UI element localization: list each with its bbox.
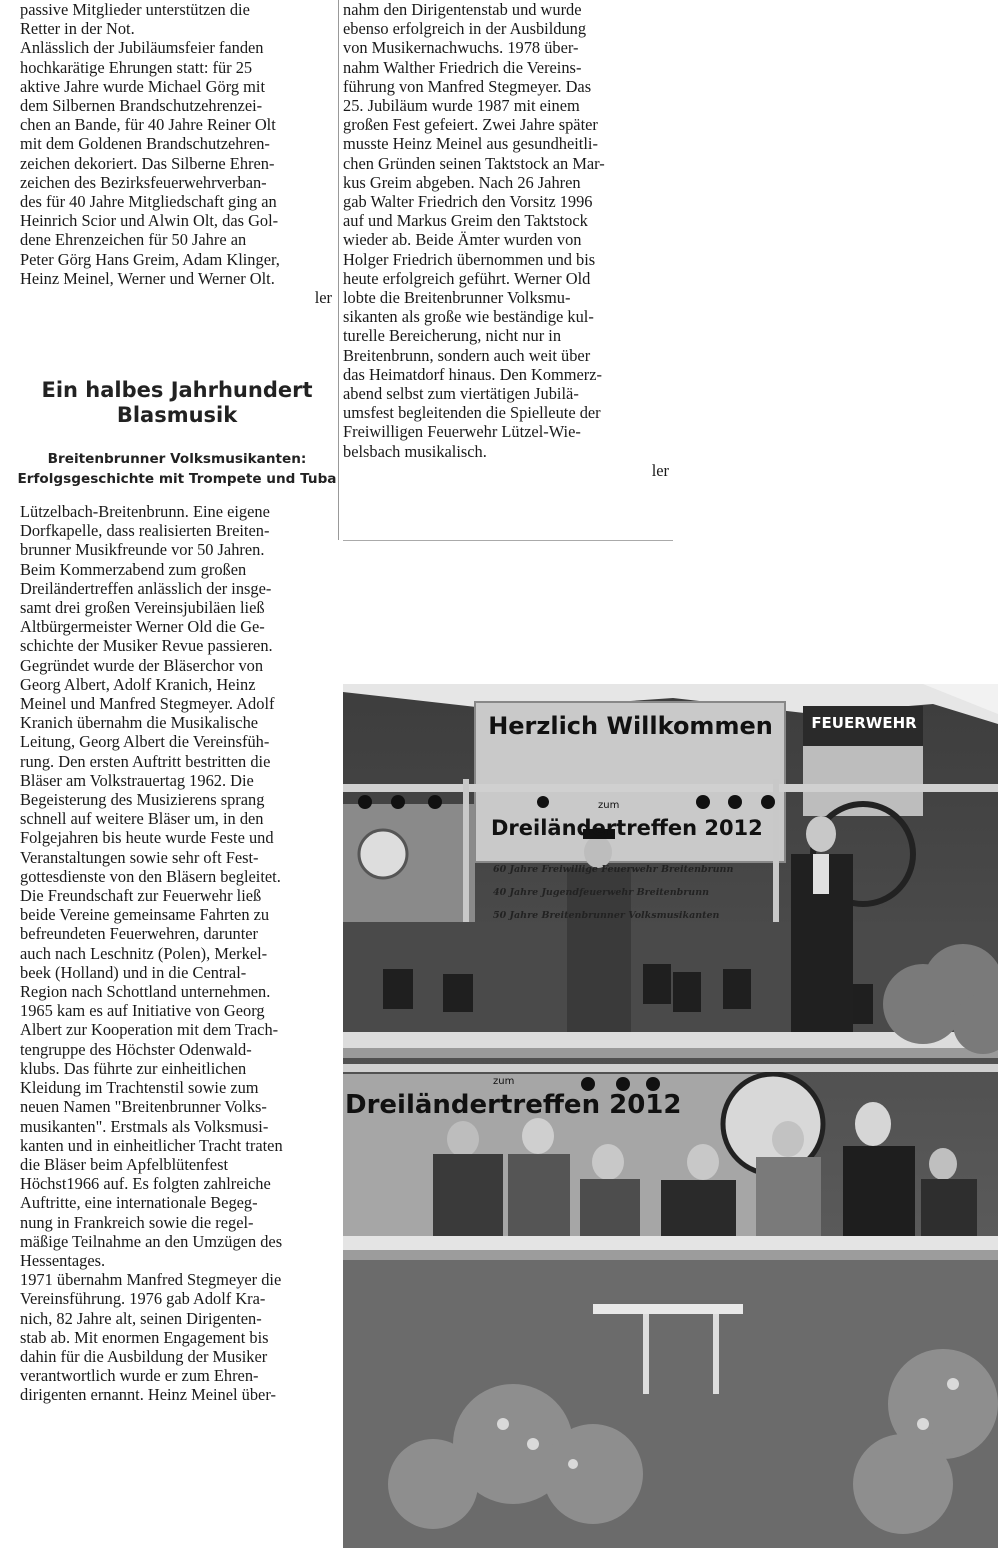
text-line: mit dem Goldenen Brandschutzehren- <box>20 134 270 154</box>
text-line: abend selbst zum viertätigen Jubilä- <box>343 384 579 404</box>
text-line: 25. Jubiläum wurde 1987 mit einem <box>343 96 580 116</box>
text-line: dem Silbernen Brandschutzehrenzei- <box>20 96 263 116</box>
text-line: schichte der Musiker Revue passieren. <box>20 636 273 656</box>
text-line: brunner Musikfreunde vor 50 Jahren. <box>20 540 265 560</box>
text-line: Vereinsführung. 1976 gab Adolf Kra- <box>20 1289 266 1309</box>
banner-subline-1: 60 Jahre Freiwillige Feuerwehr Breitenbrunn <box>493 864 734 875</box>
text-line: ebenso erfolgreich in der Ausbildung <box>343 19 587 39</box>
text-line: schnell auf weitere Bläser um, in den <box>20 809 264 829</box>
text-line: Lützelbach-Breitenbrunn. Eine eigene <box>20 502 270 521</box>
text-line: beek (Holland) und in die Central- <box>20 962 247 982</box>
banner-subline-2: 40 Jahre Jugendfeuerwehr Breitenbrunn <box>493 887 710 898</box>
text-line: wieder ab. Beide Ämter wurden von <box>343 230 582 250</box>
headline-line-2: Blasmusik <box>116 403 238 427</box>
column-end-rule <box>343 540 673 541</box>
banner-subline-3: 50 Jahre Breitenbrunner Volksmusikanten <box>493 910 720 921</box>
author-signature: ler <box>651 460 669 480</box>
text-line: Freiwilligen Feuerwehr Lützel-Wie- <box>343 422 581 442</box>
text-line: kanten und in einheitlicher Tracht traten <box>20 1135 283 1155</box>
text-line: musikanten". Erstmals als Volksmusi- <box>20 1116 269 1136</box>
text-line: klubs. Das führte zur einheitlichen <box>20 1058 247 1078</box>
text-line: gottesdienste von den Bläsern begleitet. <box>20 866 281 886</box>
text-line: Albert zur Kooperation mit dem Trach- <box>20 1020 279 1040</box>
text-line: Heinz Meinel, Werner und Werner Olt. <box>20 268 275 288</box>
text-line: belsbach musikalisch. <box>343 441 487 461</box>
text-line: Begeisterung des Musizierens sprang <box>20 790 265 810</box>
text-line: Leitung, Georg Albert die Vereinsfüh- <box>20 732 270 752</box>
text-line: Folgejahren bis heute wurde Feste und <box>20 828 274 848</box>
text-line: heute erfolgreich geführt. Werner Old <box>343 268 591 288</box>
text-line: umsfest begleitenden die Spielleute der <box>343 403 601 423</box>
subheadline-line-1: Breitenbrunner Volksmusikanten: <box>47 451 307 467</box>
banner-lower-zum-text: zum <box>493 1076 515 1087</box>
text-line: neuen Namen "Breitenbrunner Volks- <box>20 1097 267 1117</box>
text-line: beide Vereine gemeinsame Fahrten zu <box>20 905 270 925</box>
text-line: dirigenten ernannt. Heinz Meinel über- <box>20 1385 276 1405</box>
text-line: Die Freundschaft zur Feuerwehr ließ <box>20 886 262 906</box>
banner-feuerwehr-text: FEUERWEHR <box>811 714 917 732</box>
text-line: chen Gründen seinen Taktstock an Mar- <box>343 153 605 173</box>
text-line: von Musikernachwuchs. 1978 über- <box>343 38 579 58</box>
article-headline <box>14 378 340 428</box>
text-line: des für 40 Jahre Mitgliedschaft ging an <box>20 192 277 212</box>
previous-article-text <box>20 0 332 307</box>
text-line: befreundeten Feuerwehren, darunter <box>20 924 259 944</box>
text-line: lobte die Breitenbrunner Volksmu- <box>343 288 571 308</box>
text-line: auf und Markus Greim den Taktstock <box>343 211 588 231</box>
text-line: zeichen des Bezirksfeuerwehrverban- <box>20 172 267 192</box>
text-line: Höchst1966 auf. Es folgten zahlreiche <box>20 1174 271 1194</box>
text-line: Hessentages. <box>20 1250 106 1270</box>
text-line: Beim Kommerzabend zum großen <box>20 559 247 579</box>
text-line: dene Ehrenzeichen für 50 Jahre an <box>20 230 247 250</box>
text-line: passive Mitglieder unterstützen die <box>20 0 250 19</box>
text-line: Auftritte, eine internationale Begeg- <box>20 1193 258 1213</box>
text-line: gab Walter Friedrich den Vorsitz 1996 <box>343 192 593 212</box>
subheadline-line-2: Erfolgsgeschichte mit Trompete und Tuba <box>17 471 337 487</box>
article-photo <box>343 684 998 1548</box>
article-body-column-1 <box>20 502 332 1405</box>
text-line: Dorfkapelle, dass realisierten Breiten- <box>20 521 270 541</box>
text-line: führung von Manfred Stegmeyer. Das <box>343 76 592 96</box>
text-line: musste Heinz Meinel aus gesundheitli- <box>343 134 598 154</box>
article-subheadline <box>14 449 340 489</box>
text-line: die Bläser beim Apfelblütenfest <box>20 1154 229 1174</box>
text-line: samt drei großen Vereinsjubiläen ließ <box>20 598 265 618</box>
text-line: großen Fest gefeiert. Zwei Jahre später <box>343 115 598 135</box>
text-line: Holger Friedrich übernommen und bis <box>343 249 596 269</box>
text-line: Anlässlich der Jubiläumsfeier fanden <box>20 38 264 58</box>
text-line: das Heimatdorf hinaus. Den Kommerz- <box>343 364 602 384</box>
text-line: Bläser am Volkstrauertag 1962. Die <box>20 770 254 790</box>
text-line: tengruppe des Höchster Odenwald- <box>20 1039 252 1059</box>
text-line: kus Greim abgeben. Nach 26 Jahren <box>343 172 581 192</box>
text-line: Heinrich Scior und Alwin Olt, das Gol- <box>20 211 279 231</box>
text-line: rung. Den ersten Auftritt bestritten die <box>20 751 271 771</box>
text-line: Georg Albert, Adolf Kranich, Heinz <box>20 674 256 694</box>
author-signature: ler <box>314 288 332 308</box>
text-line: Dreiländertreffen anlässlich der insge- <box>20 578 272 598</box>
banner-zum-text: zum <box>598 800 620 811</box>
text-line: Breitenbrunn, sondern auch weit über <box>343 345 591 365</box>
text-line: verantwortlich wurde er zum Ehren- <box>20 1366 259 1386</box>
banner-lower-event-text: Dreiländertreffen 2012 <box>345 1090 682 1120</box>
text-line: nung in Frankreich sowie die regel- <box>20 1212 254 1232</box>
article-body-column-2 <box>343 0 669 480</box>
text-line: Gegründet wurde der Bläserchor von <box>20 655 264 675</box>
text-line: chen an Bande, für 40 Jahre Reiner Olt <box>20 115 276 135</box>
text-line: auch nach Leschnitz (Polen), Merkel- <box>20 943 268 963</box>
text-line: nich, 82 Jahre alt, seinen Dirigenten- <box>20 1308 262 1328</box>
text-line: Kleidung im Trachtenstil sowie zum <box>20 1078 259 1098</box>
text-line: 1971 übernahm Manfred Stegmeyer die <box>20 1270 282 1290</box>
text-line: sikanten als große wie beständige kul- <box>343 307 594 327</box>
text-line: Peter Görg Hans Greim, Adam Klinger, <box>20 249 280 269</box>
banner-welcome-text: Herzlich Willkommen <box>488 712 773 740</box>
text-line: Veranstaltungen sowie sehr oft Fest- <box>20 847 259 867</box>
text-line: turelle Bereicherung, nicht nur in <box>343 326 562 346</box>
text-line: zeichen dekoriert. Das Silberne Ehren- <box>20 153 275 173</box>
text-line: Kranich übernahm die Musikalische <box>20 713 259 733</box>
text-line: dahin für die Ausbildung der Musiker <box>20 1346 268 1366</box>
text-line: Retter in der Not. <box>20 19 135 39</box>
text-line: hochkarätige Ehrungen statt: für 25 <box>20 57 253 77</box>
text-line: 1965 kam es auf Initiative von Georg <box>20 1001 265 1021</box>
banner-event-text: Dreiländertreffen 2012 <box>491 816 763 840</box>
text-line: stab ab. Mit enormen Engagement bis <box>20 1327 269 1347</box>
text-line: Region nach Schottland unternehmen. <box>20 982 271 1002</box>
text-line: Meinel und Manfred Stegmeyer. Adolf <box>20 694 275 714</box>
text-line: Altbürgermeister Werner Old die Ge- <box>20 617 265 637</box>
headline-line-1: Ein halbes Jahrhundert <box>41 378 313 402</box>
text-line: aktive Jahre wurde Michael Görg mit <box>20 76 266 96</box>
text-line: nahm den Dirigentenstab und wurde <box>343 0 582 19</box>
text-line: nahm Walther Friedrich die Vereins- <box>343 57 582 77</box>
text-line: mäßige Teilnahme an den Umzügen des <box>20 1231 283 1251</box>
